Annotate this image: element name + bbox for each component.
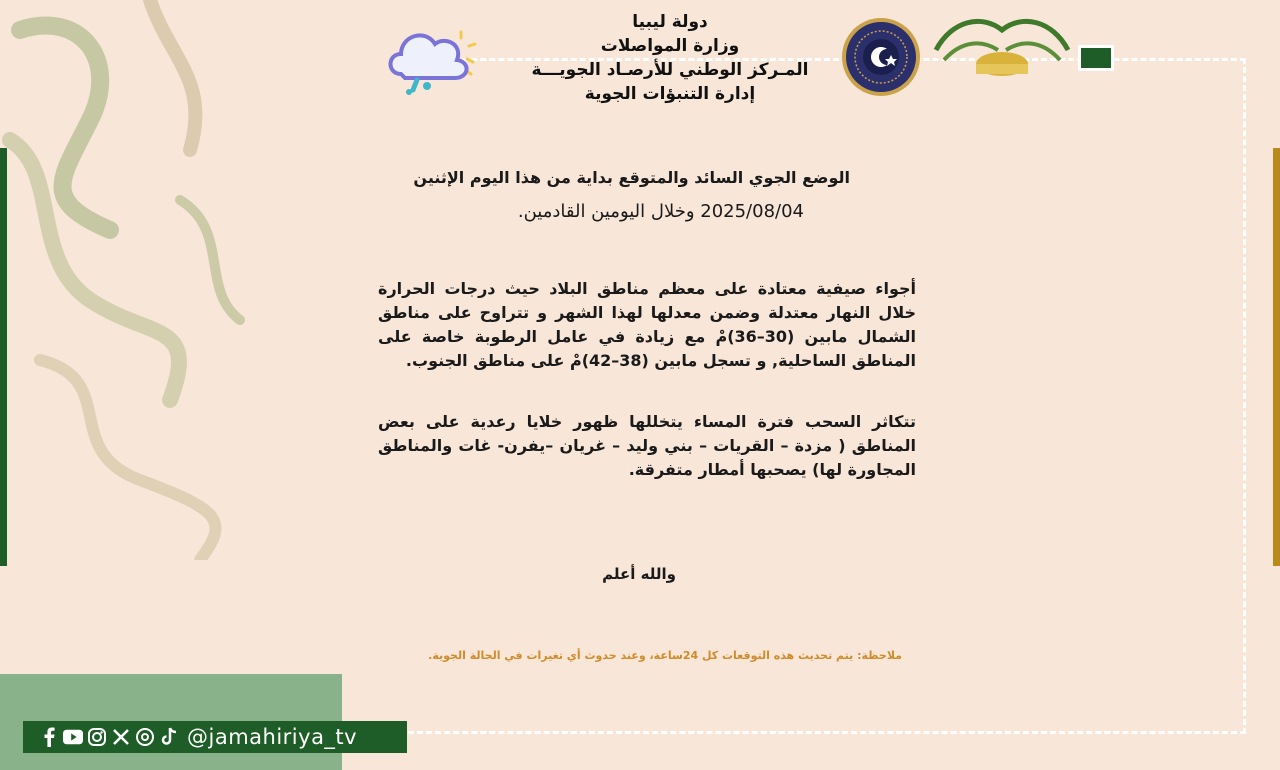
- threads-icon[interactable]: [135, 727, 155, 747]
- closing-phrase: والله أعلم: [602, 565, 676, 583]
- youtube-icon[interactable]: [63, 727, 83, 747]
- ministry-header: [480, 10, 860, 106]
- clouds-paragraph: تتكاثر السحب فترة المساء يتخللها ظهور خلايا رعدية على بعض المناطق ( مزدة – القريات – بني وليد – غريان –يفرن- غات والمناطق المجاورة لها) يصحبها أمطار متفرقة.: [378, 412, 916, 479]
- header-ministry: وزارة المواصلات: [600, 36, 740, 56]
- update-note: ملاحظة: يتم تحديث هذه التوقعات كل 24ساعة، وعند حدوث أي تغيرات في الحالة الجوية.: [428, 649, 902, 662]
- rain-cloud-icon: [383, 22, 483, 97]
- instagram-icon[interactable]: [87, 727, 107, 747]
- bulletin-title: الوضع الجوي السائد والمتوقع بداية من هذا اليوم الإثنين: [413, 168, 850, 187]
- x-icon[interactable]: [111, 727, 131, 747]
- right-accent-bar: [1273, 148, 1280, 566]
- left-accent-bar: [0, 148, 7, 566]
- calligraphy-background: [0, 0, 250, 560]
- jamahiriya-channel-logo: [932, 10, 1072, 76]
- social-handle[interactable]: @jamahiriya_tv: [187, 725, 358, 749]
- flag-badge: [1078, 45, 1114, 71]
- government-seal-icon: [841, 17, 921, 97]
- facebook-icon[interactable]: [39, 727, 59, 747]
- social-media-bar: [23, 721, 407, 753]
- header-country: دولة ليبيا: [632, 12, 708, 32]
- header-center: المـركز الوطني للأرصـاد الجويـــة: [531, 60, 809, 80]
- dashed-frame: [408, 58, 1246, 734]
- bulletin-date: 2025/08/04 وخلال اليومين القادمين.: [517, 201, 804, 222]
- temperature-paragraph: أجواء صيفية معتادة على معظم مناطق البلاد حيث درجات الحرارة خلال النهار معتدلة وضمن معدلها لهذا الشهر و تتراوح على مناطق الشمال مابين (30–36)مْ مع زيادة في عامل الرطوبة خاصة على المناطق الساحلية, و تسجل مابين (38–42)مْ على مناطق الجنوب.: [378, 279, 916, 370]
- tiktok-icon[interactable]: [159, 727, 179, 747]
- header-department: إدارة التنبؤات الجوية: [584, 84, 756, 104]
